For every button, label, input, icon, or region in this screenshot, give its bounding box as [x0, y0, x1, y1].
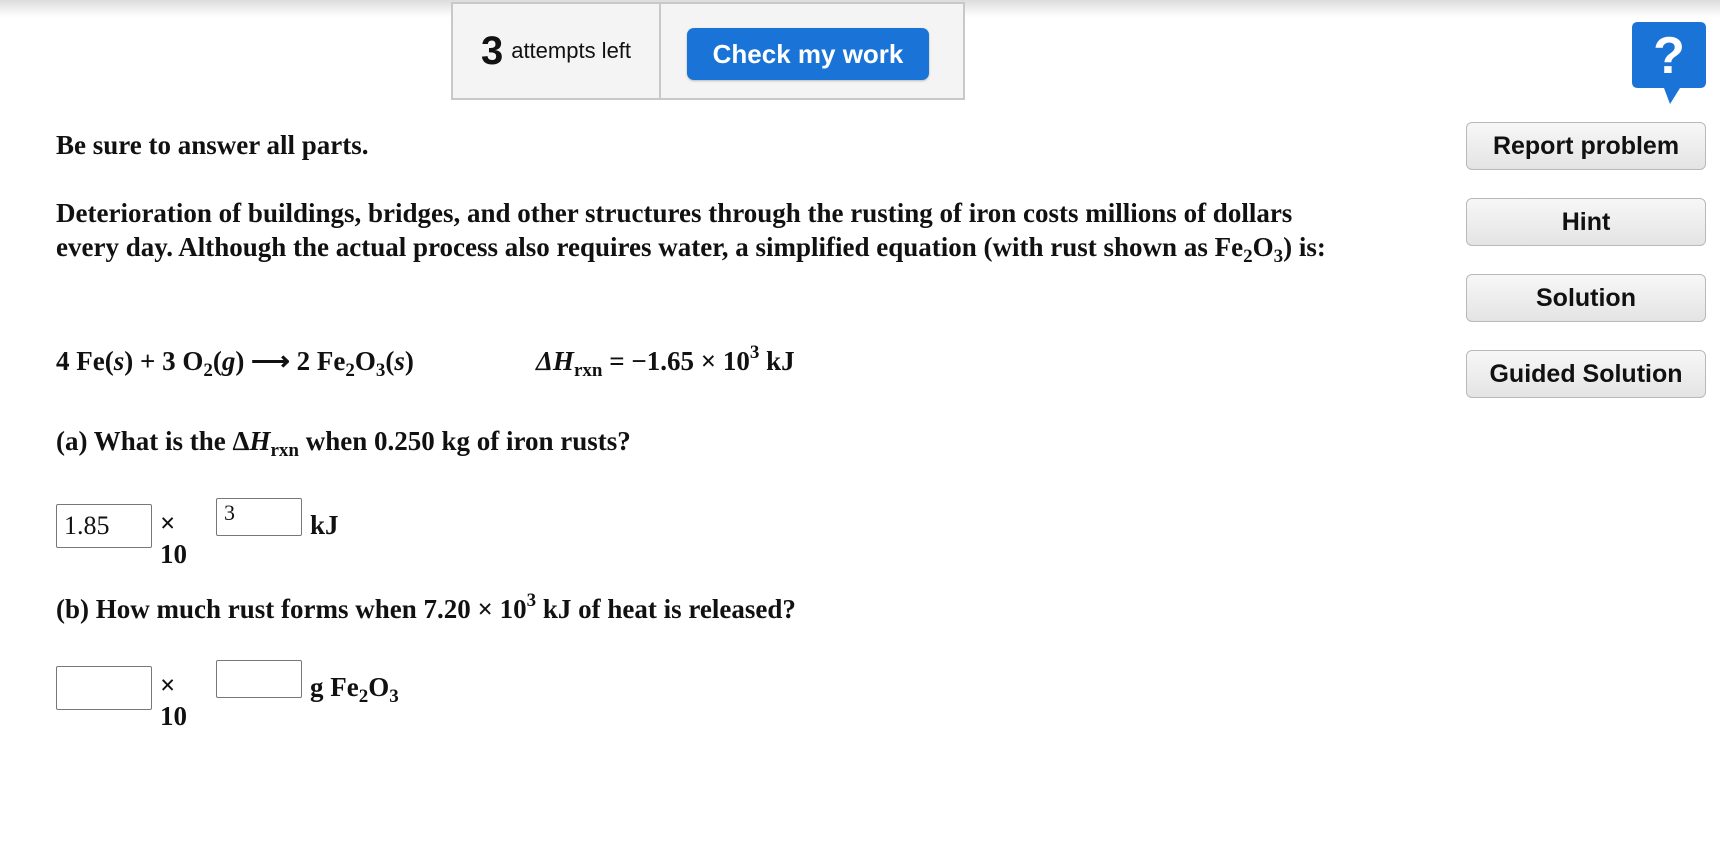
enthalpy-value: $\Delta H_{rxn} = -1.65 \times 10^3$ kJ — [536, 342, 795, 381]
check-work-panel — [661, 2, 965, 100]
paragraph-end: ) is: — [1283, 232, 1326, 262]
part-a-question: (a) What is the $\Delta H_{rxn}$ when 0.250 kg of iron rusts? — [56, 426, 631, 461]
equation-reaction: 4 Fe(s) + 3 $O_2(g)$ ⟶ 2 $Fe_2O_3(s)$ — [56, 346, 414, 381]
help-glyph: ? — [1653, 27, 1685, 85]
question-mark-speech-bubble-icon[interactable] — [1630, 20, 1708, 106]
hint-button[interactable]: Hint — [1466, 198, 1706, 246]
guided-solution-button[interactable]: Guided Solution — [1466, 350, 1706, 398]
paragraph-main: Deterioration of buildings, bridges, and other structures through the rusting of iron costs millions of dollars every day. Although the actual process also requires water, a simplified equation (with rust shown as Fe — [56, 198, 1293, 262]
check-my-work-button[interactable]: Check my work — [687, 28, 929, 80]
instruction-text: Be sure to answer all parts. — [56, 130, 369, 160]
part-b-times-ten: × 10 — [160, 670, 187, 731]
chemical-equation — [56, 342, 795, 381]
part-a-times-ten: × 10 — [160, 508, 187, 569]
attempts-label: attempts left — [511, 38, 632, 63]
part-a-unit: kJ — [310, 510, 339, 540]
attempts-indicator — [451, 2, 661, 100]
part-b-coefficient-input[interactable] — [56, 666, 152, 710]
part-a-coefficient-input[interactable]: 1.85 — [56, 504, 152, 548]
solution-button[interactable]: Solution — [1466, 274, 1706, 322]
part-b-unit: g $Fe_2O_3$ — [310, 672, 399, 707]
paragraph-sub-2: 2 — [1243, 246, 1253, 267]
part-a-exponent-input[interactable]: 3 — [216, 498, 302, 536]
paragraph-o: O — [1252, 232, 1274, 262]
report-problem-button[interactable]: Report problem — [1466, 122, 1706, 170]
paragraph-sub-3: 3 — [1273, 246, 1284, 267]
part-b-exponent-input[interactable] — [216, 660, 302, 698]
question-paragraph — [56, 196, 1346, 267]
part-b-question: (b) How much rust forms when $7.20 \times 10^3$ kJ of heat is released? — [56, 590, 796, 624]
attempts-count: 3 — [480, 28, 504, 73]
